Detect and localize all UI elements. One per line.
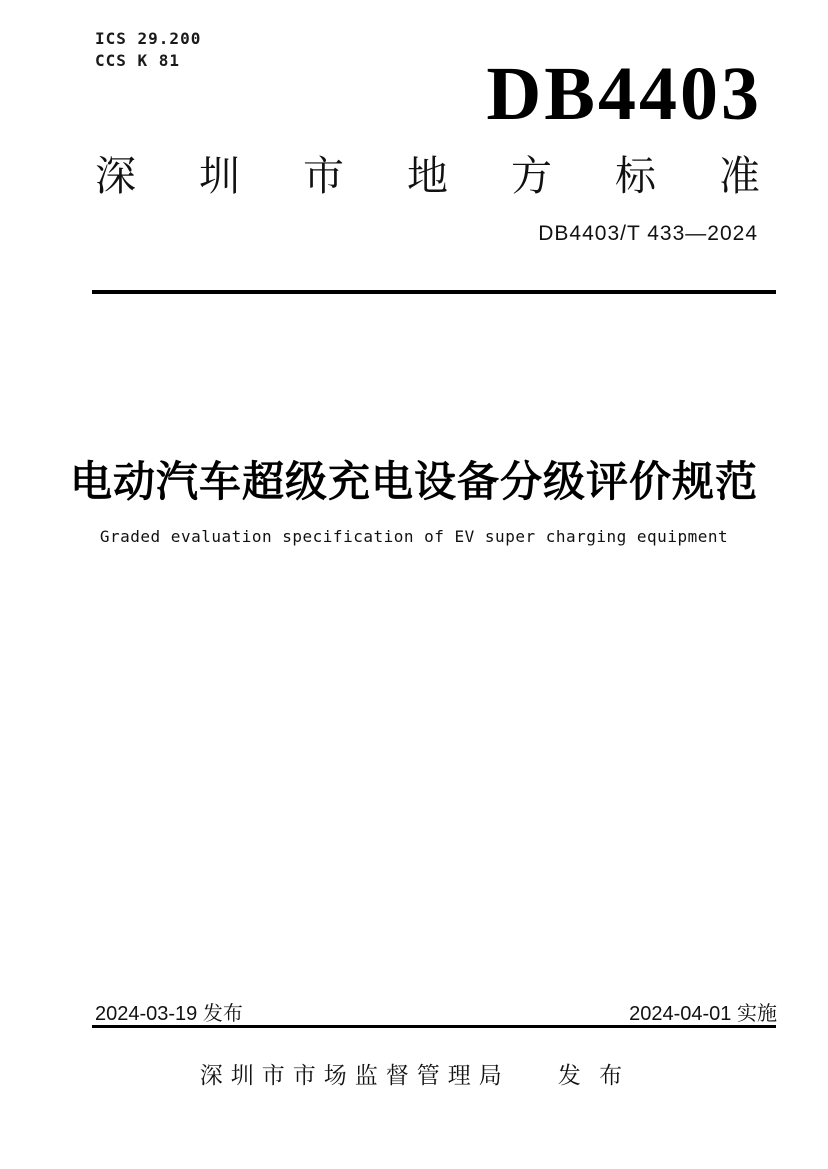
standard-type-heading: 深圳市地方标准 [95, 153, 823, 199]
publisher-row [0, 1057, 828, 1090]
release-label: 发 布 [557, 1062, 629, 1088]
classification-codes [95, 28, 201, 72]
issue-date: 2024-03-19 发布 [95, 1003, 243, 1025]
title-english: Graded evaluation specification of EV super charging equipment [99, 527, 729, 546]
publisher-name: 深圳市市场监督管理局 [199, 1062, 510, 1088]
ics-code: ICS 29.200 [95, 29, 202, 48]
standard-code: DB4403 [486, 52, 762, 136]
date-row [95, 997, 777, 1026]
implement-date: 2024-04-01 实施 [629, 1003, 777, 1025]
bottom-rule [92, 1025, 776, 1028]
ccs-code: CCS K 81 [95, 51, 181, 70]
title-chinese: 电动汽车超级充电设备分级评价规范 [69, 458, 758, 505]
document-number: DB4403/T 433—2024 [538, 222, 758, 245]
top-rule [92, 290, 776, 294]
